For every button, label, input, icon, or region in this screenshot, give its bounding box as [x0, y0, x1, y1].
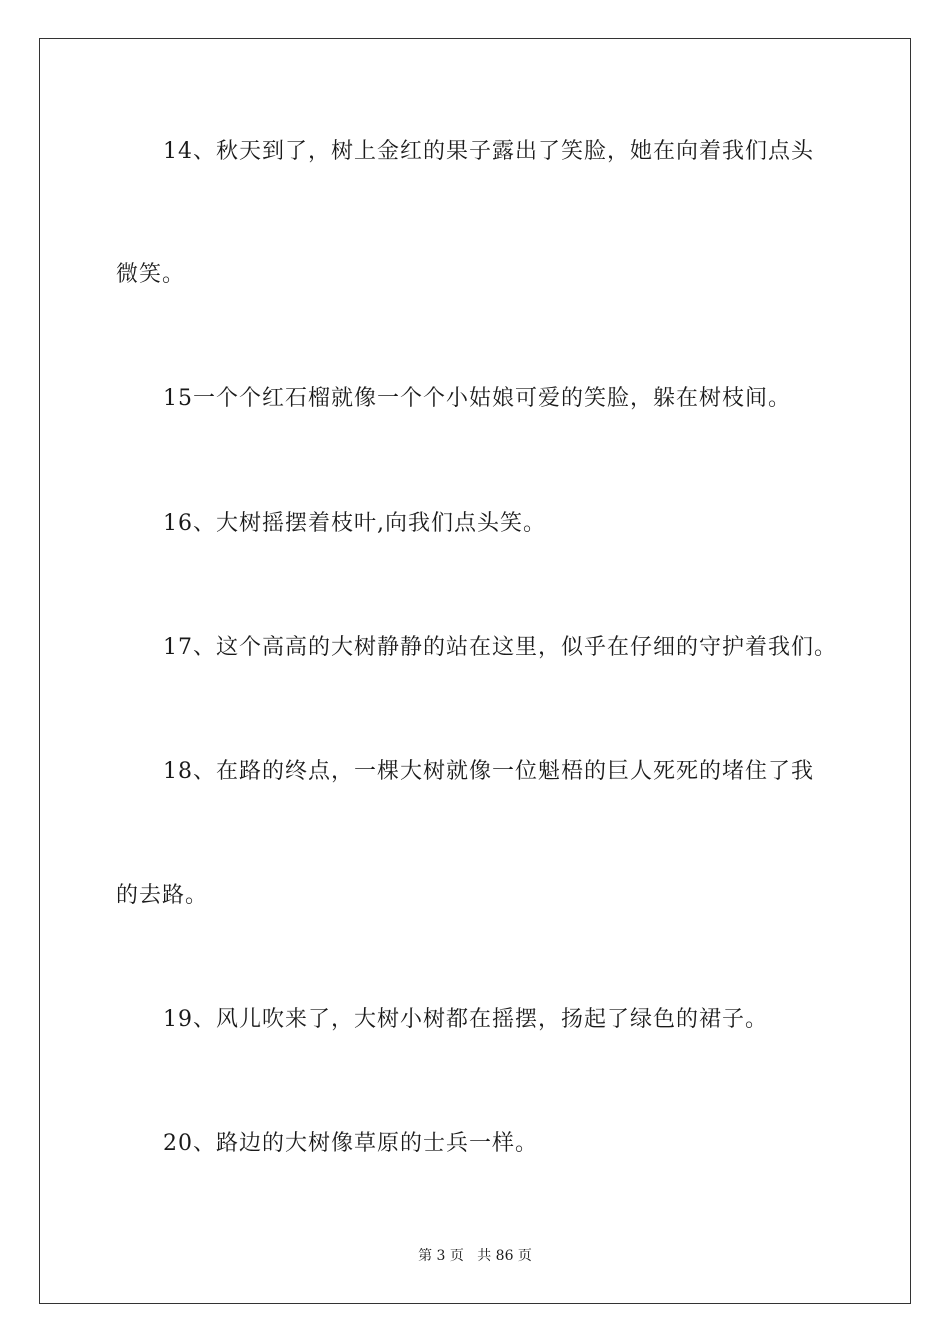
paragraph-15: 15一个个红石榴就像一个个小姑娘可爱的笑脸，躲在树枝间。 — [163, 386, 791, 411]
paragraph-14-line-2: 微笑。 — [116, 262, 186, 287]
page-footer: 第 3 页 共 86 页 — [418, 1248, 532, 1264]
paragraph-14-line-1: 14、秋天到了，树上金红的果子露出了笑脸，她在向着我们点头 — [163, 139, 814, 164]
paragraph-18-line-2: 的去路。 — [116, 883, 209, 908]
paragraph-17: 17、这个高高的大树静静的站在这里，似乎在仔细的守护着我们。 — [163, 635, 837, 660]
paragraph-18-line-1: 18、在路的终点，一棵大树就像一位魁梧的巨人死死的堵住了我 — [163, 759, 814, 784]
paragraph-20: 20、路边的大树像草原的士兵一样。 — [163, 1131, 538, 1156]
paragraph-19: 19、风儿吹来了，大树小树都在摇摆，扬起了绿色的裙子。 — [163, 1007, 768, 1032]
page-border — [39, 38, 911, 1304]
paragraph-16: 16、大树摇摆着枝叶,向我们点头笑。 — [163, 511, 546, 536]
